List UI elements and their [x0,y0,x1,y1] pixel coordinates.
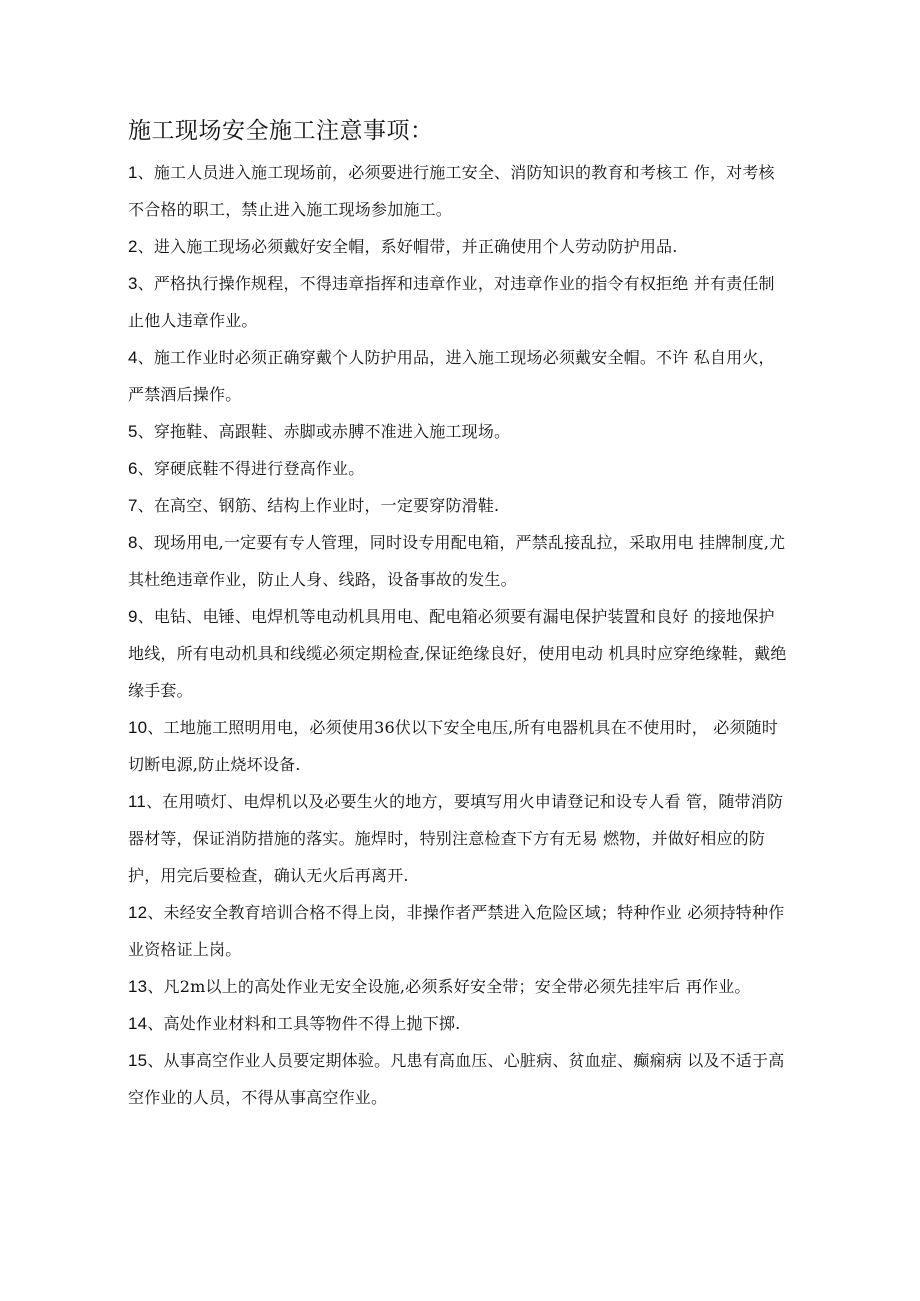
notice-item-12 [128,894,790,968]
item-number: 7 [128,496,138,515]
item-text: 、在用喷灯、电焊机以及必要生火的地方，要填写用火申请登记和设专人看 管，随带消防器材等，保证消防措施的落实。施焊时，特别注意检查下方有无易 燃物，并做好相应的防护，用完后要检查，确认无火后再离开. [128,792,784,885]
notice-item-10 [128,709,790,783]
notice-item-15 [128,1042,790,1116]
item-text: 、进入施工现场必须戴好安全帽，系好帽带，并正确使用个人劳动防护用品. [137,237,678,256]
item-number: 1 [128,163,138,182]
item-text: 、高处作业材料和工具等物件不得上抛下掷. [147,1014,461,1033]
notice-item-6 [128,450,790,487]
item-text: 、从事高空作业人员要定期体验。凡患有高血压、心脏病、贫血症、癫痫病 以及不适于高空作业的人员，不得从事高空作业。 [128,1051,785,1107]
item-number: 13 [128,977,148,996]
notice-item-13 [128,968,790,1005]
item-number: 6 [128,459,138,478]
item-text: 、严格执行操作规程，不得违章指挥和违章作业，对违章作业的指令有权拒绝 并有责任制止他人违章作业。 [128,274,775,330]
item-text: 、施工人员进入施工现场前，必须要进行施工安全、消防知识的教育和考核工 作，对考核不合格的职工，禁止进入施工现场参加施工。 [128,163,775,219]
item-number: 8 [128,533,138,552]
notice-item-14 [128,1005,790,1042]
notice-item-9 [128,598,790,709]
item-number: 12 [128,903,148,922]
item-text: 、凡2m以上的高处作业无安全设施,必须系好安全带；安全带必须先挂牢后 再作业。 [147,977,751,996]
notice-item-11 [128,783,790,894]
item-text: 、在高空、钢筋、结构上作业时，一定要穿防滑鞋. [137,496,500,515]
item-number: 14 [128,1014,148,1033]
document-title: 施工现场安全施工注意事项： [128,118,434,144]
item-text: 、未经安全教育培训合格不得上岗，非操作者严禁进入危险区域；特种作业 必须持特种作业资格证上岗。 [128,903,785,959]
item-number: 3 [128,274,138,293]
notice-item-3 [128,265,790,339]
item-text: 、穿拖鞋、高跟鞋、赤脚或赤膊不准进入施工现场。 [137,422,511,441]
item-number: 9 [128,607,138,626]
item-text: 、工地施工照明用电，必须使用36伏以下安全电压,所有电器机具在不使用时， 必须随时切断电源,防止烧坏设备. [128,718,779,774]
item-number: 10 [128,718,148,737]
notice-list [128,154,790,1116]
notice-item-7 [128,487,790,524]
item-text: 、穿硬底鞋不得进行登高作业。 [137,459,365,478]
item-text: 、施工作业时必须正确穿戴个人防护用品，进入施工现场必须戴安全帽。不许 私自用火，严禁酒后操作。 [128,348,775,404]
notice-item-5 [128,413,790,450]
notice-item-8 [128,524,790,598]
notice-item-2 [128,228,790,265]
item-number: 11 [128,792,147,811]
item-number: 2 [128,237,138,256]
notice-item-1 [128,154,790,228]
notice-item-4 [128,339,790,413]
item-number: 4 [128,348,138,367]
item-number: 5 [128,422,138,441]
item-text: 、电钻、电锤、电焊机等电动机具用电、配电箱必须要有漏电保护装置和良好 的接地保护地线，所有电动机具和线缆必须定期检查,保证绝缘良好，使用电动 机具时应穿绝缘鞋，戴绝缘手套。 [128,607,787,700]
item-number: 15 [128,1051,148,1070]
item-text: 、现场用电,一定要有专人管理，同时设专用配电箱，严禁乱接乱拉，采取用电 挂牌制度,尤其杜绝违章作业，防止人身、线路，设备事故的发生。 [128,533,786,589]
